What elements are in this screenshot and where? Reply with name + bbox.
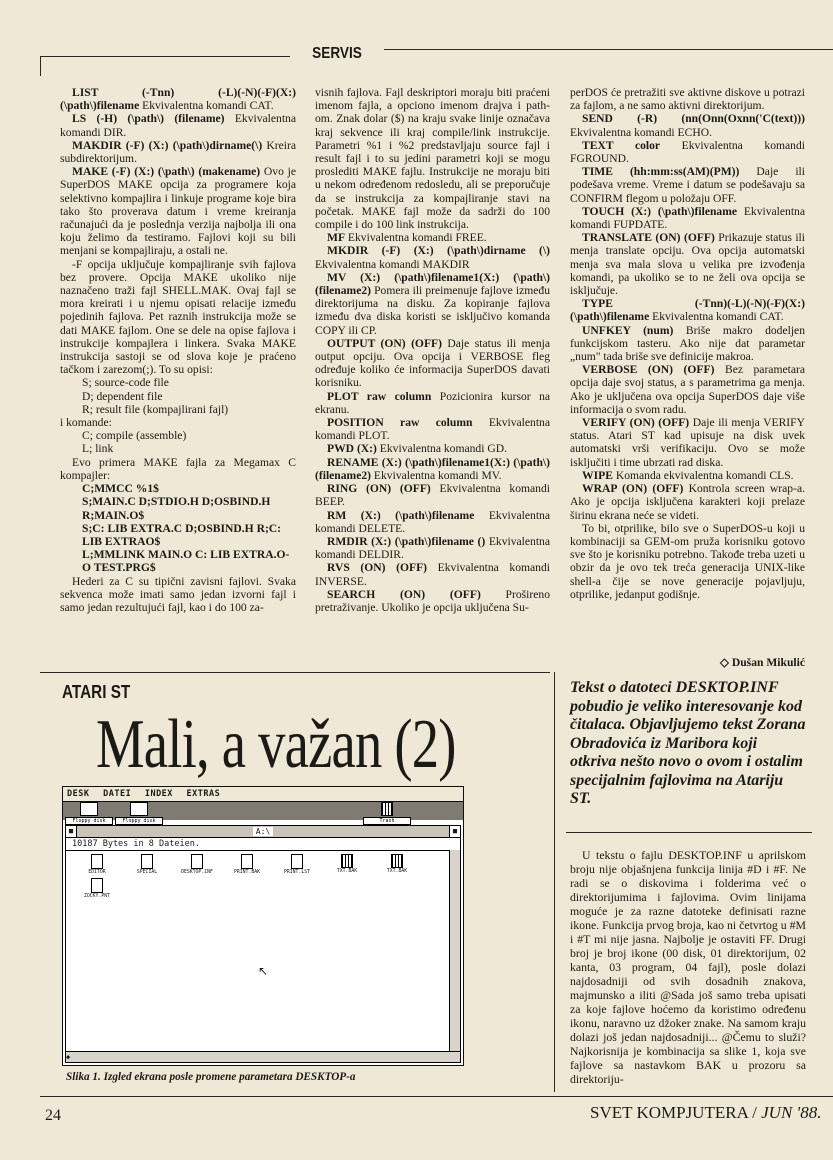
command-name: RM (X:) (\path\)filename xyxy=(327,508,475,522)
command-name: TEXT color xyxy=(582,138,661,152)
menu-index[interactable]: INDEX xyxy=(144,789,173,799)
command-name: WRAP (ON) (OFF) xyxy=(582,482,684,496)
command-name: RVS (ON) (OFF) xyxy=(327,561,428,575)
section-divider xyxy=(40,672,550,673)
paragraph xyxy=(315,244,550,270)
folder-icon xyxy=(91,854,103,869)
file-area xyxy=(66,851,460,1039)
file-item[interactable] xyxy=(120,854,174,876)
command-name: TIME (hh:mm:ss(AM)(PM)) xyxy=(582,165,740,179)
command-name: LS (-H) (\path\) (filename) xyxy=(72,112,225,126)
command-name: S;C: LIB EXTRA.C D;OSBIND.H R;C: LIB EXTRAO$ xyxy=(82,521,282,548)
trash-label: Trash xyxy=(363,817,411,825)
command-name: SEND (-R) (nn(Onn(Oxnn('C(text))) xyxy=(582,112,805,126)
command-name: WIPE xyxy=(582,468,613,482)
file-item[interactable] xyxy=(320,854,374,875)
paragraph xyxy=(570,139,805,165)
header-rule-tick xyxy=(40,56,41,76)
file-item[interactable] xyxy=(70,854,124,876)
horizontal-scrollbar[interactable] xyxy=(66,1051,460,1062)
command-name: MF xyxy=(327,231,346,245)
paragraph xyxy=(60,495,296,521)
floppy-icon xyxy=(80,802,98,816)
menu-extras[interactable]: EXTRAS xyxy=(186,789,221,799)
file-name: TXT.BAK xyxy=(386,869,408,874)
paragraph xyxy=(315,416,550,442)
paragraph xyxy=(570,165,805,205)
file-name: SPECIAL xyxy=(136,870,158,875)
paragraph xyxy=(315,390,550,416)
paragraph-text: C; compile (assemble) xyxy=(82,429,187,443)
command-name: PLOT raw column xyxy=(327,389,432,403)
gem-menubar xyxy=(63,787,463,802)
drive-label: Floppy disk xyxy=(115,817,163,825)
paragraph xyxy=(60,416,296,429)
paragraph-text: Pomera ili preimenuje fajlove između direktorijuma na disku. Za kopiranje fajlova između dva diska koristi se isključivo komanda COPY ili CP. xyxy=(315,284,550,337)
paragraph xyxy=(315,588,550,614)
paragraph xyxy=(60,139,296,165)
file-name: ZOCKY.PNT xyxy=(84,894,110,899)
desktop-area xyxy=(63,802,463,824)
paragraph xyxy=(60,548,296,574)
paragraph-text: Kontrola screen wrap-a. Ako je opcija isključena karakteri koji prelaze širinu ekrana neće se videti. xyxy=(570,482,805,522)
command-name: RING (ON) (OFF) xyxy=(327,482,431,496)
paragraph xyxy=(60,376,296,389)
drive-b[interactable] xyxy=(115,802,163,825)
command-name: L;MMLINK MAIN.O C: LIB EXTRA.O-O TEST.PRG$ xyxy=(82,548,290,575)
trash-icon xyxy=(391,854,403,868)
command-name: TOUCH (X:) (\path\)filename xyxy=(582,204,738,218)
paragraph xyxy=(60,258,296,377)
paragraph xyxy=(60,522,296,548)
trash-icon xyxy=(381,802,393,816)
file-name: PRINT.LST xyxy=(284,870,310,875)
file-item[interactable] xyxy=(220,854,274,876)
paragraph xyxy=(315,231,550,244)
trash[interactable] xyxy=(363,802,411,825)
mouse-pointer-icon: ↖ xyxy=(258,964,269,978)
trash-icon xyxy=(341,854,353,868)
paragraph xyxy=(60,456,296,482)
paragraph-text: Ekvivalentna komandi FREE. xyxy=(345,231,487,245)
file-item[interactable] xyxy=(170,854,224,876)
paragraph xyxy=(315,86,550,231)
paragraph-text: Ovo je SuperDOS MAKE opcija za programere koja selektivno kompajlira i linkuje programe koje bira tako što proverava datum i vreme kreiranja računajući da je poslednja verzija najbolja ili ona koju želimo da testiramo. Fajlovi koji su bili menjani se kompajliraju, a ostali ne. xyxy=(60,165,296,258)
column-2 xyxy=(315,86,550,614)
paragraph-text: Daje status ili menja output opciju. Ova opcija i VERBOSE fleg određuje koliko će informacija SuperDOS davati korisniku. xyxy=(315,336,550,390)
paragraph-text: Daje ili podešava vreme. Vreme i datum se podešavaju sa CONFIRM flegom u položaju OFF. xyxy=(570,165,805,205)
paragraph xyxy=(570,86,805,112)
paragraph-text: Ekvivalentna komandi DIR. xyxy=(60,112,296,139)
paragraph xyxy=(60,390,296,403)
paragraph-text: Ekvivalentna komandi DELDIR. xyxy=(315,534,550,562)
command-name: RENAME (X:) (\path\)filename1(X:) (\path\)(filename2) xyxy=(315,455,550,482)
header-rule-left xyxy=(40,56,290,57)
paragraph xyxy=(315,509,550,535)
fuller-box-icon[interactable]: ■ xyxy=(449,826,460,837)
article-lead: Tekst o datoteci DESKTOP.INF pobudio je veliko interesovanje kod čitalaca. Objavljujemo tekst Zorana Obradovića iz Maribora koji otkriva nešto novo o ovom i ostalim specijalnim fajlovima na Atariju ST. xyxy=(570,679,806,807)
file-name: PRINT.BAK xyxy=(234,870,260,875)
command-name: C;MMCC %1$ xyxy=(82,482,159,496)
lead-rule xyxy=(566,832,812,833)
paragraph xyxy=(315,535,550,561)
file-item[interactable] xyxy=(70,878,124,900)
column-3 xyxy=(570,86,805,601)
document-icon xyxy=(191,854,203,869)
command-name: RMDIR (X:) (\path\)filename () xyxy=(327,534,486,548)
command-name: TYPE (-Tnn)(-L)(-N)(-F)(X:)(\path\)filename xyxy=(570,297,805,324)
command-name: PWD (X:) xyxy=(327,442,377,456)
paragraph xyxy=(60,442,296,455)
file-item[interactable] xyxy=(270,854,324,876)
paragraph-text: Ekvivalentna komandi PLOT. xyxy=(315,416,550,443)
paragraph-text: R; result file (kompajlirani fajl) xyxy=(82,402,229,416)
paragraph xyxy=(570,205,805,231)
paragraph xyxy=(315,271,550,337)
header-rule-right xyxy=(384,49,833,50)
paragraph xyxy=(60,403,296,416)
paragraph-text: Ekvivalentna komandi ECHO. xyxy=(570,125,712,139)
command-name: VERIFY (ON) (OFF) xyxy=(582,416,690,430)
paragraph-text: Ekvivalentna komandi FUPDATE. xyxy=(570,204,805,232)
document-icon xyxy=(91,878,103,893)
paragraph-text: Pozicionira kursor na ekranu. xyxy=(315,389,551,416)
paragraph-text: Prikazuje status ili menja translate opciju. Ova opcija automatski menja sva mala slova u velika pre izvođenja komandi, pa ukoliko se to ne želi ova opcija se isključuje. xyxy=(570,231,805,298)
directory-window xyxy=(65,825,461,1063)
magazine-title: SVET KOMPJUTERA / xyxy=(590,1103,757,1122)
figure-caption: Slika 1. Izgled ekrana posle promene parametara DESKTOP-a xyxy=(66,1071,356,1083)
author-signature: ◇ Dušan Mikulić xyxy=(720,656,805,669)
paragraph-text: visnih fajlova. Fajl deskriptori moraju biti praćeni imenom fajla, a opciono imenom drajva i path-om. Znak dolar ($) na kraju svake linije označava kraj sekvence ili kraj compile/link instrukcije. Parametri %1 i %2 predstavljaju source fajl i result fajl i to su jedini parametri koji se mogu proslediti MAKE fajlu. Instrukcije ne moraju biti u nekom određenom redosledu, ali se preporučuje da se instrukcija za kompajliranje stavi na početak. MAKE fajl može da sadrži do 100 compile i do 100 link instrukcija. xyxy=(315,86,550,232)
paragraph xyxy=(570,522,805,601)
menu-desk[interactable]: DESK xyxy=(67,789,90,799)
file-name: DESKTOP.INF xyxy=(181,870,213,875)
paragraph xyxy=(60,165,296,257)
window-titlebar xyxy=(66,826,460,838)
command-name: SEARCH (ON) (OFF) xyxy=(327,587,481,601)
paragraph xyxy=(60,575,296,615)
paragraph xyxy=(60,429,296,442)
paragraph-text: Ekvivalentna komandi MV. xyxy=(371,468,502,482)
command-name: S;MAIN.C D;STDIO.H D;OSBIND.H R;MAIN.O$ xyxy=(82,495,271,522)
paragraph xyxy=(570,297,805,323)
paragraph-text: D; dependent file xyxy=(82,389,163,403)
paragraph xyxy=(570,112,805,138)
paragraph xyxy=(570,416,805,469)
paragraph xyxy=(570,363,805,416)
paragraph-text: Bez parametara opcija daje svoj status, a s parametrima ga menja. Ako je uključena ova opcija SuperDOS daje više informacija o svom radu. xyxy=(570,363,805,416)
article-title: Mali, a važan (2) xyxy=(96,706,456,783)
paragraph-text: perDOS će pretražiti sve aktivne diskove u potrazi za fajlom, a ne samo aktivni direktorijum. xyxy=(570,86,805,113)
folder-icon xyxy=(141,854,153,869)
paragraph-text: To bi, otprilike, bilo sve o SuperDOS-u koji u kombinaciji sa GEM-om pruža korisniku gotovo sve što je korisniku potrebno. Takođe treba uzeti u obzir da je ovo tek treća generacija UNIX-like shell-a čije se nove generacije pojavljuju, otprilike, jedanput godišnje. xyxy=(570,521,805,601)
paragraph-text: Ekvivalentna komandi BEEP. xyxy=(315,482,550,509)
window-info: 10187 Bytes in 8 Dateien. xyxy=(66,838,460,851)
section-header: SERVIS xyxy=(312,45,362,62)
column-divider xyxy=(554,672,555,1092)
paragraph xyxy=(60,86,296,112)
magazine-issue: JUN '88. xyxy=(761,1103,822,1122)
paragraph xyxy=(315,442,550,455)
paragraph-text: Ekvivalentna komandi MAKDIR xyxy=(315,257,470,271)
file-name: TXT.BAK xyxy=(336,869,358,874)
paragraph-text: Ekvivalentna komandi GD. xyxy=(376,442,507,456)
paragraph-text: -F opcija uključuje kompajliranje svih fajlova bez provere. Opcija MAKE ukoliko nije naznačeno traži fajl SHELL.MAK. Ovaj fajl se mora kreirati i u njemu opisati relacije između pojedinih fajlova. Pet raznih instrukcija može se dati MAKE fajlom. One se dele na opise fajlova i instrukcije kompajlera i linkera. Svaka MAKE instrukcija sastoji se od slova koje je praćeno tačkom i zarezom(;). To su opisi: xyxy=(60,257,296,377)
floppy-icon xyxy=(130,802,148,816)
paragraph-text: Komanda ekvivalentna komandi CLS. xyxy=(612,468,794,482)
command-name: LIST (-Tnn) (-L)(-N)(-F)(X:) (\path\)filename xyxy=(60,86,296,113)
magazine-name xyxy=(590,1103,821,1123)
paragraph-text: Kreira subdirektorijum. xyxy=(60,138,296,166)
paragraph xyxy=(60,482,296,495)
command-name: TRANSLATE (ON) (OFF) xyxy=(582,231,715,245)
scroll-left-icon[interactable]: ◆ xyxy=(66,1053,71,1061)
footer-rule xyxy=(40,1096,833,1097)
article-body: U tekstu o fajlu DESKTOP.INF u aprilskom broju nije objašnjena funkcija linija #D i #F. Ne radi se o diskovima i folderima već o direktorijumima i fajlovima. Ovim linijama moguće je za razne datoteke definisati razne ikone. Funkcija prvog broja, kao ni četvrtog u #M i #T mi nije jasna. Najbolje je ostaviti FF. Drugi broj je broj ikone (00 disk, 01 direktorijum, 02 kanta, 03 program, 04 fajl), posle dolazi najdosadniji od svih dosadnih znakova, majmunsko a iliti @Sada još samo treba upisati za koje fajlove hoćemo da koristimo određenu ikonu, naravno uz džoker znake. Na samom kraju dolazi još jedan najdosadniji... @Čemu to služi? Najkorisnija je kombinacija sa slike 1, koja sve fajlove sa nastavkom BAK u prozoru sa direktoriju- xyxy=(570,848,806,1086)
paragraph xyxy=(60,112,296,138)
command-name: VERBOSE (ON) (OFF) xyxy=(582,363,715,377)
paragraph-text: Ekvivalentna komandi INVERSE. xyxy=(315,561,550,588)
paragraph-text: Ekvivalentna komandi DELETE. xyxy=(315,508,550,535)
document-icon xyxy=(241,854,253,869)
column-1 xyxy=(60,86,296,614)
drive-label: Floppy disk xyxy=(65,817,113,825)
paragraph xyxy=(570,324,805,364)
drive-a[interactable] xyxy=(65,802,113,825)
command-name: MAKE (-F) (X:) (\path\) (makename) xyxy=(72,165,261,179)
atari-screenshot xyxy=(62,786,464,1066)
command-name: POSITION raw column xyxy=(327,416,473,430)
article-section: ATARI ST xyxy=(62,682,131,702)
paragraph-text: Evo primera MAKE fajla za Megamax C kompajler: xyxy=(60,455,296,482)
paragraph-text: L; link xyxy=(82,442,114,456)
command-name: UNFKEY (num) xyxy=(582,323,674,337)
page-number: 24 xyxy=(45,1107,61,1124)
paragraph-text: Ekvivalentna komandi CAT. xyxy=(649,310,784,324)
document-icon xyxy=(291,854,303,869)
paragraph xyxy=(570,469,805,482)
paragraph-text: Ekvivalentna komandi CAT. xyxy=(139,99,274,113)
paragraph xyxy=(315,456,550,482)
command-name: MAKDIR (-F) (X:) (\path\)dirname(\) xyxy=(72,138,263,152)
paragraph xyxy=(315,561,550,587)
vertical-scrollbar[interactable] xyxy=(449,850,460,1051)
paragraph xyxy=(570,482,805,522)
command-name: OUTPUT (ON) (OFF) xyxy=(327,336,442,350)
close-box-icon[interactable]: ■ xyxy=(66,826,77,837)
menu-datei[interactable]: DATEI xyxy=(103,789,132,799)
paragraph-text: Hederi za C su tipični zavisni fajlovi. Svaka sekvenca može imati samo jedan izvorni fajl i samo jedan rezultujući fajl, kao i do 100 za- xyxy=(60,574,296,614)
paragraph-text: S; source-code file xyxy=(82,376,169,390)
file-name: EDITOR xyxy=(88,870,106,875)
command-name: MV (X:) (\path\)filename1(X:) (\path\) (filename2) xyxy=(315,270,550,298)
window-path: A:\ xyxy=(253,827,273,836)
paragraph-text: Ekvivalentna komandi FGROUND. xyxy=(570,138,805,166)
paragraph xyxy=(315,482,550,508)
paragraph-text: Briše makro dodeljen funkcijskom tasteru. Ako nije dat parametar „num" tada briše sve definicije makroa. xyxy=(570,323,805,364)
paragraph-text: i komande: xyxy=(60,416,112,430)
command-name: MKDIR (-F) (X:) (\path\)dirname (\) xyxy=(327,244,550,258)
paragraph-text: Prošireno pretraživanje. Ukoliko je opcija uključena Su- xyxy=(315,587,550,614)
paragraph xyxy=(315,337,550,390)
file-item[interactable] xyxy=(370,854,424,875)
paragraph xyxy=(570,231,805,297)
paragraph-text: Daje ili menja VERIFY status. Atari ST kad upisuje na disk uvek automatski vrši verifikaciju. Ovo se može isključiti i time ubrzati rad diska. xyxy=(570,416,805,469)
